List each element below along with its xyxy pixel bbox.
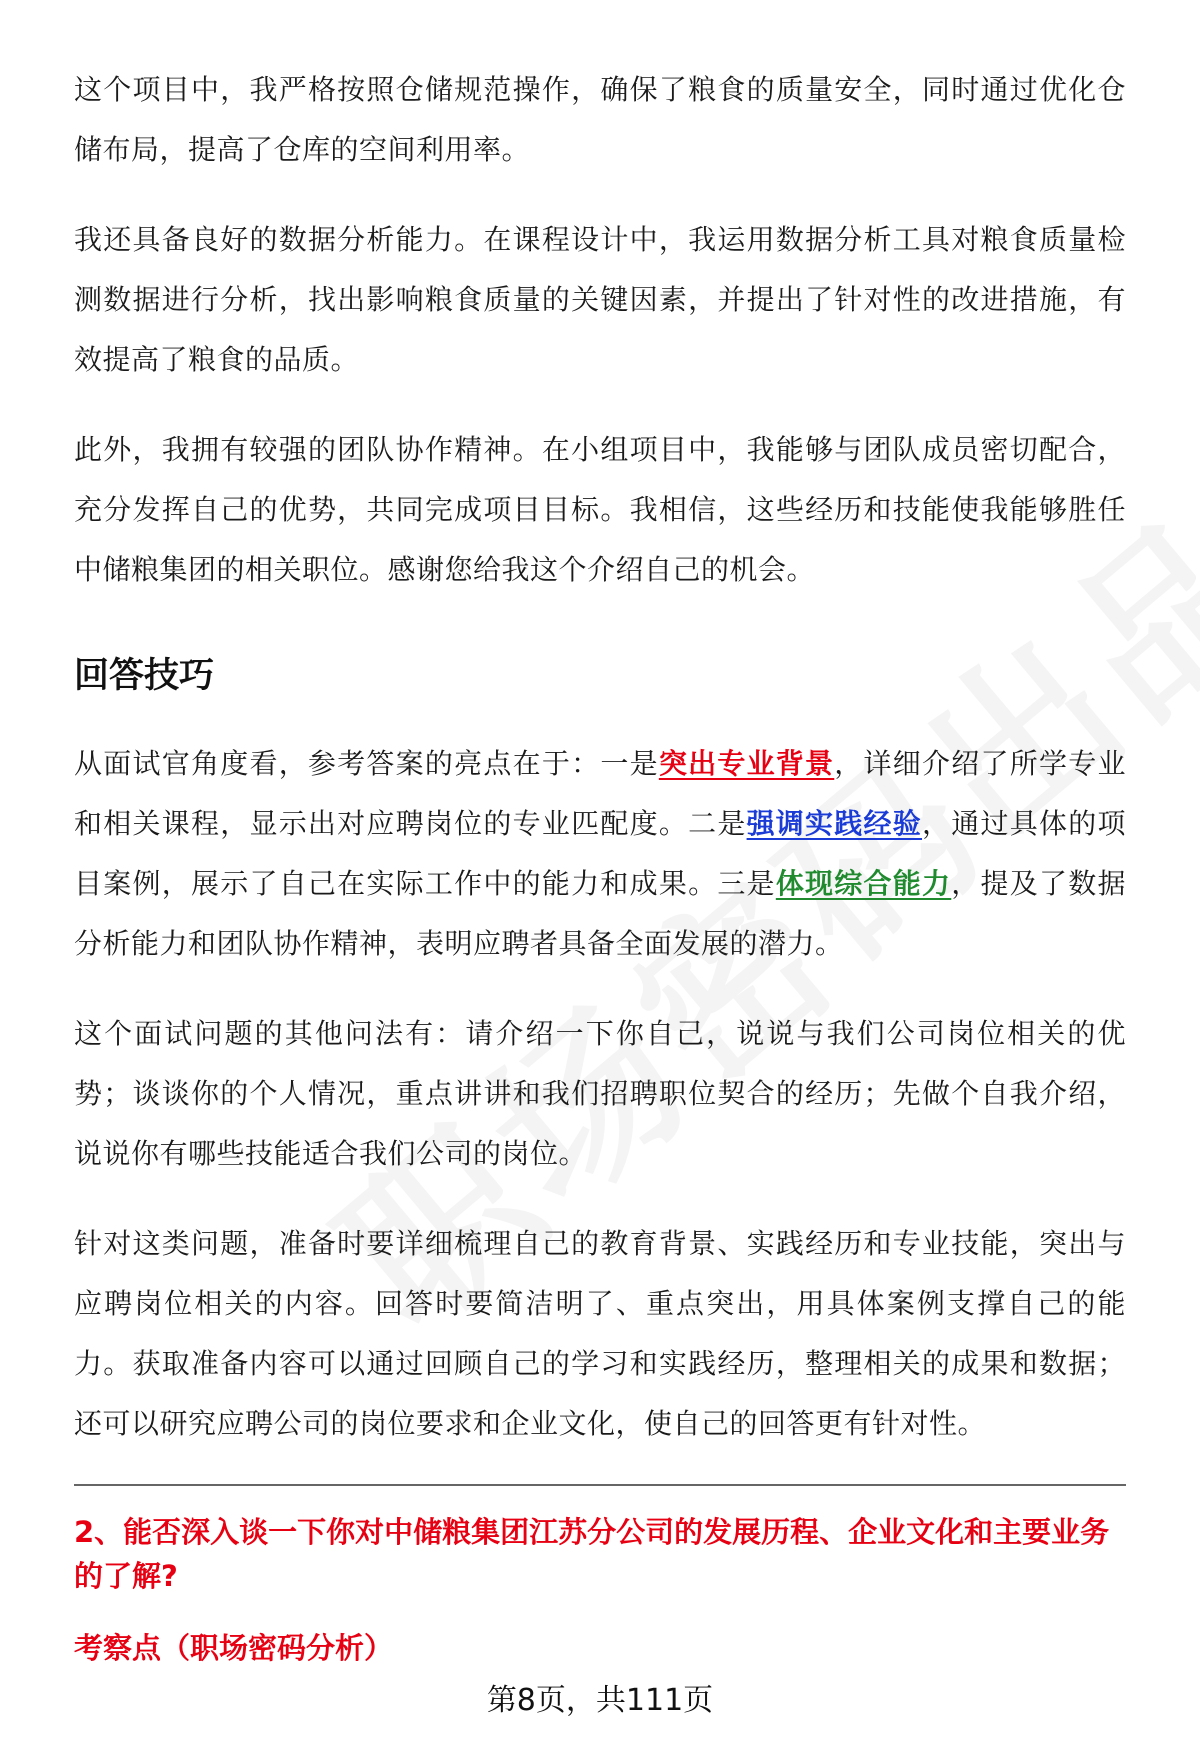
- paragraph-alternative-questions: 这个面试问题的其他问法有：请介绍一下你自己，说说与我们公司岗位相关的优势；谈谈你的个人情况，重点讲讲和我们招聘职位契合的经历；先做个自我介绍，说说你有哪些技能适合我们公司的岗位。: [74, 1017, 1126, 1170]
- assessment-point-heading: 考察点（职场密码分析）: [74, 1631, 394, 1665]
- highlight-professional-background: 突出专业背景: [658, 747, 835, 780]
- question-title: 2、能否深入谈一下你对中储粮集团江苏分公司的发展历程、企业文化和主要业务的了解?: [74, 1515, 1110, 1593]
- section-heading: 回答技巧: [74, 656, 215, 696]
- paragraph-project: 这个项目中，我严格按照仓储规范操作，确保了粮食的质量安全，同时通过优化仓储布局，提高了仓库的空间利用率。: [74, 73, 1126, 166]
- highlight-practical-experience: 强调实践经验: [746, 807, 923, 840]
- paragraph-preparation-advice: 针对这类问题，准备时要详细梳理自己的教育背景、实践经历和专业技能，突出与应聘岗位相关的内容。回答时要简洁明了、重点突出，用具体案例支撑自己的能力。获取准备内容可以通过回顾自己的学习和实践经历，整理相关的成果和数据；还可以研究应聘公司的岗位要求和企业文化，使自己的回答更有针对性。: [74, 1227, 1126, 1440]
- paragraph-data-analysis: 我还具备良好的数据分析能力。在课程设计中，我运用数据分析工具对粮食质量检测数据进行分析，找出影响粮食质量的关键因素，并提出了针对性的改进措施，有效提高了粮食的品质。: [74, 223, 1126, 376]
- paragraph-teamwork: 此外，我拥有较强的团队协作精神。在小组项目中，我能够与团队成员密切配合，充分发挥自己的优势，共同完成项目目标。我相信，这些经历和技能使我能够胜任中储粮集团的相关职位。感谢您给我这个介绍自己的机会。: [74, 433, 1126, 586]
- tips-text-d: ，提及了数据分析能力和团队协作精神，表明应聘者具备全面发展的潜力。: [74, 867, 1126, 960]
- tips-text-b: ，详细介绍了所学专业和相关课程，显示出对应聘岗位的专业匹配度。二是: [74, 747, 1126, 840]
- section-divider: [74, 1484, 1126, 1486]
- highlight-comprehensive-ability: 体现综合能力: [775, 867, 952, 900]
- tips-text-c: ，通过具体的项目案例，展示了自己在实际工作中的能力和成果。三是: [74, 807, 1126, 900]
- page-number: 第8页，共111页: [486, 1683, 714, 1718]
- tips-text-a: 从面试官角度看，参考答案的亮点在于：一是: [74, 747, 659, 780]
- paragraph-tips-highlights: [74, 734, 1126, 974]
